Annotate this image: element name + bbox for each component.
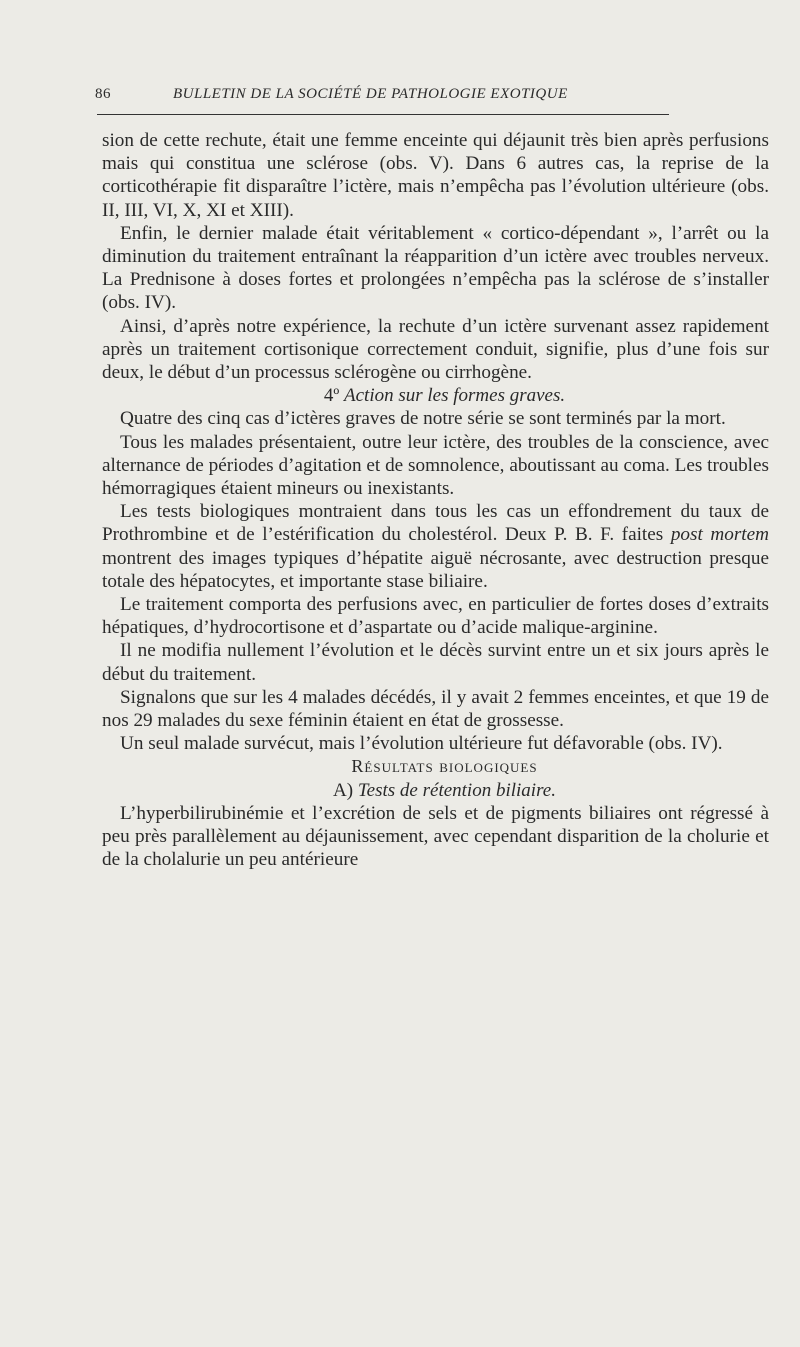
paragraph: Le traitement comporta des perfusions avec, en particulier de fortes doses d’extraits hépatiques, d’hydrocortisone et d’aspartate ou d’acide malique-arginine.: [102, 594, 769, 639]
paragraph: [102, 500, 769, 593]
text-run: montrent des images typiques d’hépatite aiguë nécrosante, avec destruction presque totale des hépatocytes, et importante stase biliaire.: [102, 547, 769, 592]
paragraph: sion de cette rechute, était une femme enceinte qui déjaunit très bien après perfusions mais qui constitua une sclérose (obs. V). Dans 6 autres cas, la reprise de la corticothérapie fit disparaître l’ictère, mais n’empêcha pas l’évolution ultérieure (obs. II, III, VI, X, XI et XIII).: [102, 130, 769, 221]
text-run: Les tests biologiques montraient dans tous les cas un effondrement du taux de Prothrombine et de l’estérification du cholestérol. Deux P. B. F. faites: [102, 501, 769, 546]
section-heading: [102, 384, 769, 407]
paragraph: Signalons que sur les 4 malades décédés, il y avait 2 femmes enceintes, et que 19 de nos 29 malades du sexe féminin étaient en état de grossesse.: [102, 686, 769, 732]
page-number: 86: [95, 86, 111, 102]
paragraph: Quatre des cinq cas d’ictères graves de notre série se sont terminés par la mort.: [120, 408, 726, 430]
subsection-title: Tests de rétention biliaire.: [357, 779, 556, 801]
results-heading: Résultats biologiques: [351, 756, 538, 777]
subsection-letter: A): [333, 779, 354, 801]
section-number: 4º: [323, 385, 340, 407]
paragraph: Tous les malades présentaient, outre leur ictère, des troubles de la conscience, avec alternance de périodes d’agitation et de somnolence, aboutissant au coma. Les troubles hémorragiques étaient mineurs ou inexistants.: [102, 431, 769, 500]
paragraph: Enfin, le dernier malade était véritablement « cortico-dépendant », l’arrêt ou la diminution du traitement entraînant la réapparition d’un ictère avec troubles nerveux. La Prednisone à doses fortes et prolongées n’empêcha pas la sclérose de s’installer (obs. IV).: [102, 222, 769, 314]
section-title: Action sur les formes graves.: [344, 385, 566, 407]
subsection-heading: [102, 779, 769, 802]
body-text: [102, 129, 769, 872]
paragraph: Il ne modifia nullement l’évolution et le décès survint entre un et six jours après le début du traitement.: [102, 640, 769, 685]
paragraph: Ainsi, d’après notre expérience, la rechute d’un ictère survenant assez rapidement après un traitement cortisonique correctement conduit, signifie, plus d’une fois sur deux, le début d’un processus sclérogène ou cirrhogène.: [102, 315, 769, 384]
journal-title: BULLETIN DE LA SOCIÉTÉ DE PATHOLOGIE EXOTIQUE: [173, 86, 568, 102]
running-head: [95, 86, 670, 110]
header-rule: [97, 114, 669, 115]
paragraph: Un seul malade survécut, mais l’évolution ultérieure fut défavorable (obs. IV).: [120, 733, 723, 755]
paragraph: L’hyperbilirubinémie et l’excrétion de sels et de pigments biliaires ont régressé à peu près parallèlement au déjaunissement, avec cependant disparition de la cholurie et de la cholalurie un peu antérieure: [102, 802, 769, 871]
italic-text: post mortem: [670, 524, 769, 546]
